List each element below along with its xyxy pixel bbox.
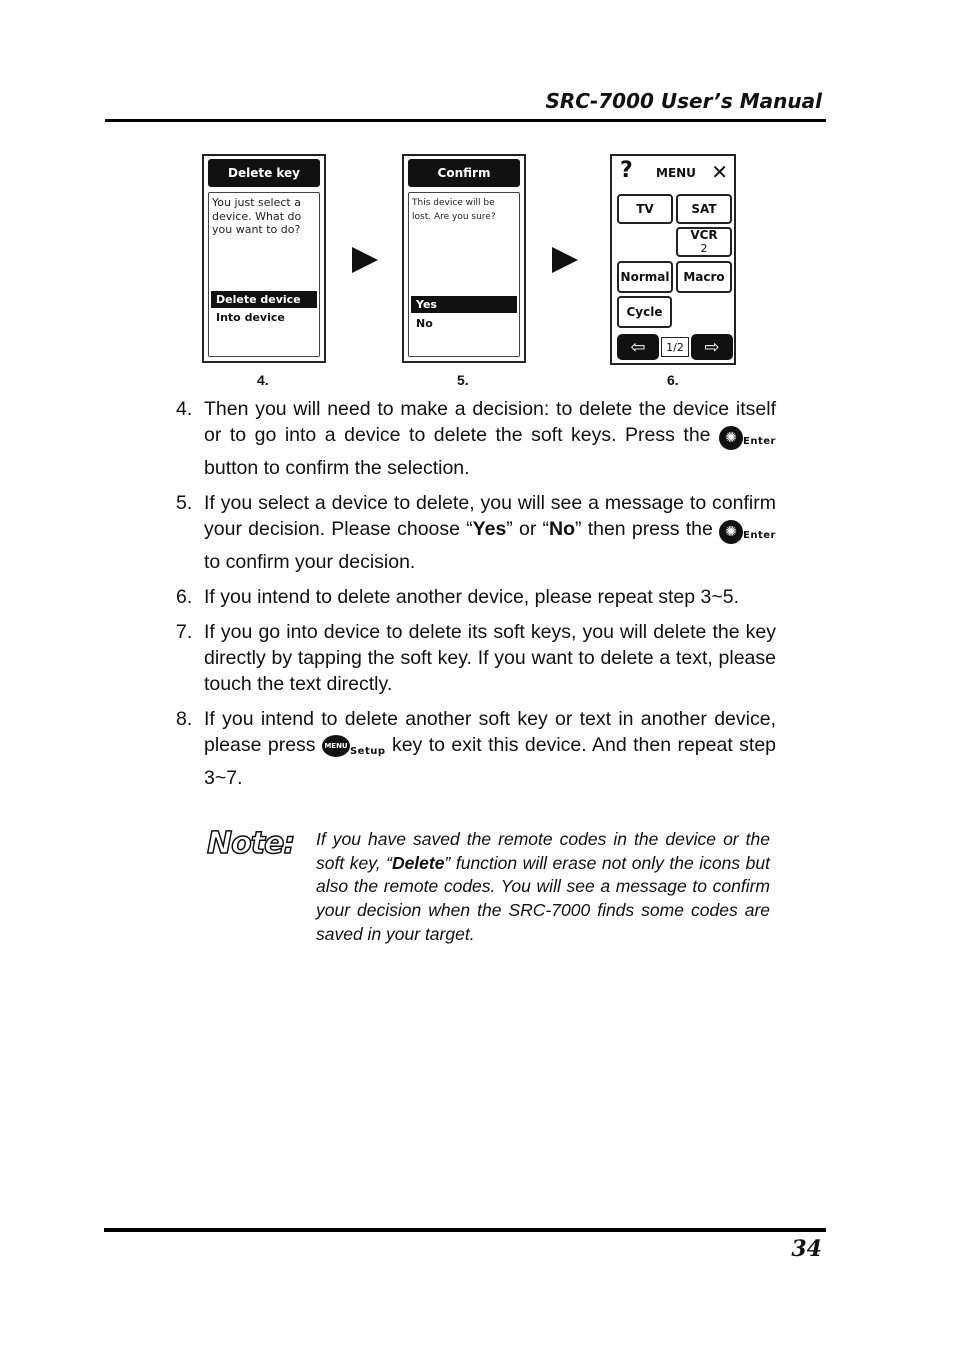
step-text: to confirm your decision. [204, 551, 416, 573]
option-yes[interactable]: Yes [411, 296, 517, 313]
option-into-device[interactable]: Into device [216, 311, 285, 324]
step-number: 5. [176, 492, 193, 514]
arrow-right-icon [552, 247, 578, 273]
softkey-tv[interactable]: TV [617, 194, 673, 224]
note-part1: If you have saved the remote codes in the device or the soft key, “ [316, 829, 770, 873]
enter-icon: ✺ Enter [719, 425, 776, 455]
menu-topbar [618, 160, 728, 188]
steps-list [176, 396, 776, 800]
screen-title: Confirm [408, 159, 520, 187]
list-item [176, 584, 776, 610]
screen-body [408, 192, 520, 357]
step-number: 8. [176, 708, 193, 730]
arrow-right-icon: ⇨ [704, 336, 720, 358]
close-icon[interactable]: ✕ [711, 160, 728, 184]
option-no[interactable]: No [416, 317, 433, 330]
yes-label: Yes [472, 518, 507, 540]
list-item [176, 706, 776, 791]
step-number: 6. [176, 586, 193, 608]
softkey-vcr[interactable] [676, 227, 732, 257]
header-rule [105, 119, 826, 122]
page-number: 34 [791, 1236, 822, 1262]
figure-label: 6. [667, 372, 679, 388]
option-delete-device[interactable]: Delete device [211, 291, 317, 308]
screen-message: This device will be lost. Are you sure? [412, 198, 496, 222]
note-bold: Delete [391, 852, 445, 873]
screen-confirm [402, 154, 526, 363]
enter-caption: Enter [743, 530, 776, 541]
enter-icon: ✺ Enter [719, 519, 776, 549]
screen-title: Delete key [208, 159, 320, 187]
menu-label: MENU [656, 166, 696, 180]
next-page-button[interactable] [691, 334, 733, 360]
note-part2: ” function will erase not only the icons but also the remote codes. You will see a message to confirm your decision when the SRC-7000 finds some codes are saved in your target. [316, 852, 770, 944]
menu-icon-text: MENU [322, 735, 350, 757]
step-text: button to confirm the selection. [204, 457, 470, 479]
step-text: ” then press the [575, 518, 713, 540]
enter-caption: Enter [743, 436, 776, 447]
list-item [176, 490, 776, 575]
arrow-left-icon: ⇦ [630, 336, 646, 358]
softkey-normal[interactable]: Normal [617, 261, 673, 293]
arrow-right-icon [352, 247, 378, 273]
softkey-macro[interactable]: Macro [676, 261, 732, 293]
setup-caption: Setup [349, 746, 386, 757]
softkey-vcr-number: 2 [700, 242, 708, 255]
figure-label: 4. [257, 372, 269, 388]
list-item [176, 396, 776, 481]
menu-setup-icon [322, 735, 386, 765]
list-item [176, 619, 776, 697]
step-text: If you go into device to delete its soft keys, you will delete the key directly by tapping the soft key. If you want to delete a text, please touch the text directly. [204, 621, 776, 695]
softkey-sat[interactable]: SAT [676, 194, 732, 224]
manual-title: SRC-7000 User’s Manual [545, 89, 822, 113]
step-number: 7. [176, 621, 193, 643]
no-label: No [549, 518, 576, 540]
screen-body [208, 192, 320, 357]
softkey-vcr-label: VCR [690, 228, 718, 242]
help-icon[interactable]: ? [620, 158, 633, 183]
footer-rule [104, 1228, 826, 1232]
softkey-cycle[interactable]: Cycle [617, 296, 672, 328]
figure-label: 5. [457, 372, 469, 388]
step-number: 4. [176, 398, 193, 420]
screen-message: You just select a device. What do you want to do? [212, 196, 302, 236]
note-icon: Note: [207, 826, 295, 861]
step-text: If you intend to delete another soft key or text in another device, please press [204, 708, 776, 756]
step-text: ” or “ [506, 518, 550, 540]
step-text: If you select a device to delete, you will see a message to confirm your decision. Please choose “ [204, 492, 776, 540]
prev-page-button[interactable] [617, 334, 659, 360]
page-indicator: 1/2 [661, 337, 689, 357]
step-text: Then you will need to make a decision: to delete the device itself or to go into a device to delete the soft keys. Press the [204, 398, 776, 446]
screen-menu [610, 154, 736, 365]
step-text: If you intend to delete another device, please repeat step 3~5. [204, 586, 740, 608]
step-text: key to exit this device. And then repeat step 3~7. [204, 734, 777, 789]
note-text [316, 828, 770, 947]
screen-delete-key [202, 154, 326, 363]
